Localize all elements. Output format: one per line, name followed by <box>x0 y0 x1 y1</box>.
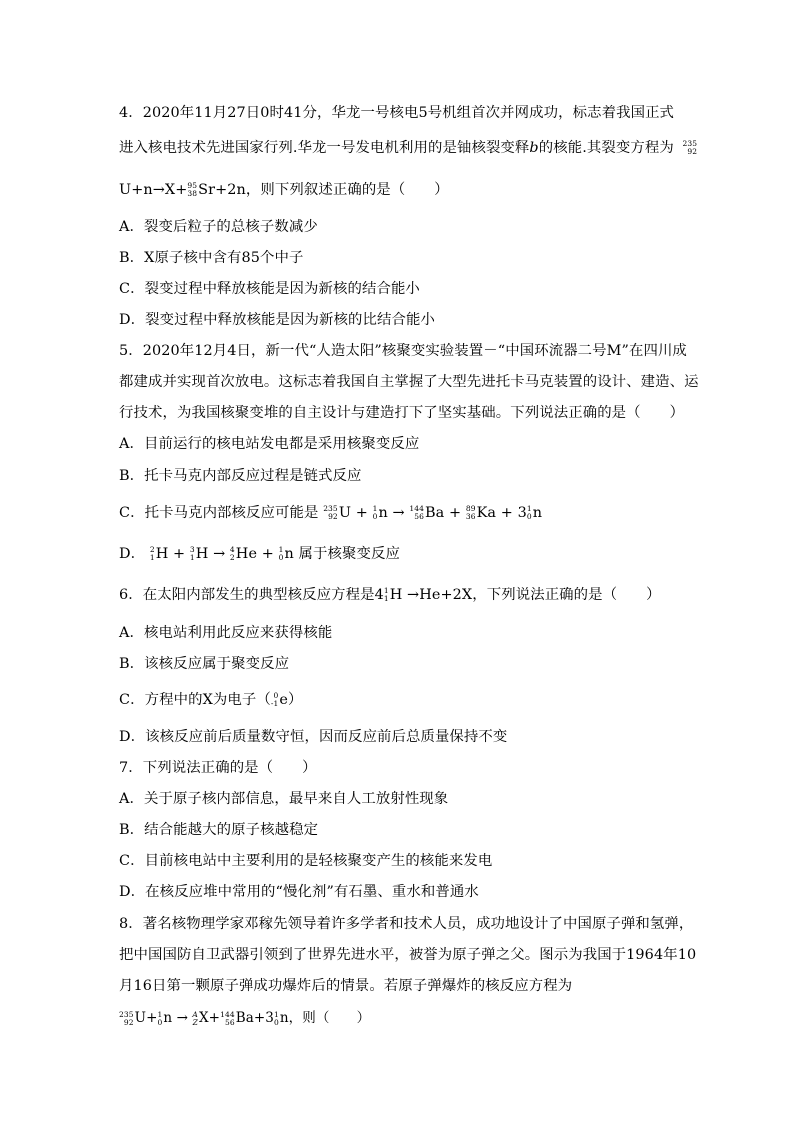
nuclide-symbol: X <box>198 1010 209 1026</box>
nuclide-symbol: U <box>338 505 352 521</box>
q6-option-a: A．核电站利用此反应来获得核能 <box>119 625 333 641</box>
q8-stem-line2: 把中国国防自卫武器引领到了世界先进水平，被誉为原子弹之父。图示为我国于1964年10 <box>119 947 697 963</box>
q8-stem-tail: ，则（ ） <box>288 1010 371 1026</box>
nuclide-atomic: 0 <box>157 1017 163 1027</box>
q6-option-d: D．该核反应前后质量数守恒，因而反应前后总质量保持不变 <box>119 729 508 745</box>
electron-mass-number: 0 <box>273 691 279 700</box>
q6-option-c <box>119 690 303 710</box>
electron-charge-number: -1 <box>270 699 279 708</box>
q4-option-a: A．裂变后粒子的总核子数减少 <box>119 219 318 235</box>
q5-stem-line2: 都建成并实现首次放电。这标志着我国自主掌握了大型先进托卡马克装置的设计、建造、运 <box>119 374 699 390</box>
nuclide-mass: 4 <box>229 545 235 554</box>
q7-option-d: D．在核反应堆中常用的“慢化剂”有石墨、重水和普通水 <box>119 884 479 900</box>
nuclide-symbol: H <box>195 546 209 562</box>
nuclide-mass: 235 <box>323 504 338 513</box>
nuclide-symbol: n <box>279 1010 289 1026</box>
q6-stem-text-b: H →He+2X，下列说法正确的是（ ） <box>389 587 661 603</box>
nuclide-atomic: 0 <box>273 1017 279 1027</box>
nuclide-atomic: 92 <box>328 512 338 521</box>
nuclide-mass: 1 <box>526 504 532 513</box>
q5-option-b: B．托卡马克内部反应过程是链式反应 <box>119 468 362 484</box>
nuclide-atomic: 1 <box>149 553 155 562</box>
nuclide-symbol: Ba <box>235 1010 254 1026</box>
q4-equation-part: U+n→X+ <box>119 182 188 198</box>
q4-option-d: D．裂变过程中释放核能是因为新核的比结合能小 <box>119 312 435 328</box>
q6-option-c-text: C．方程中的X为电子（ <box>119 692 271 708</box>
q4-variable-b: b <box>529 140 539 156</box>
q6-stem-text: 6．在太阳内部发生的典型核反应方程是4 <box>119 587 384 603</box>
q4-sr-atomic-number: 38 <box>187 189 198 198</box>
q4-stem-line2-text-b: 的核能.其裂变方程为 <box>538 140 674 156</box>
q4-stem-line1: 4．2020年11月27日0时41分，华龙一号核电5号机组首次并网成功，标志着我国正式 <box>119 105 675 121</box>
nuclide-symbol: He <box>235 546 258 562</box>
q4-stem-line3-text: Sr+2n，则下列叙述正确的是（ ） <box>198 182 449 198</box>
nuclide-atomic: 1 <box>189 553 195 562</box>
nuclide-atomic: 0 <box>526 512 532 521</box>
nuclide-symbol: Ka <box>476 505 497 521</box>
q4-option-b: B．X原子核中含有85个中子 <box>119 250 304 266</box>
q5-option-d <box>119 544 400 564</box>
reaction-arrow: → <box>387 505 410 521</box>
nuclide-atomic: 2 <box>229 553 235 562</box>
h-mass-number: 1 <box>383 586 389 595</box>
nuclide-mass: 1 <box>273 1009 279 1019</box>
q5-option-c <box>119 503 542 523</box>
q6-option-b: B．该核反应属于聚变反应 <box>119 656 290 672</box>
reaction-arrow: → <box>208 546 230 562</box>
q4-u-mass-number: 235 <box>682 139 698 148</box>
q6-option-c-text-b: e） <box>279 692 303 708</box>
nuclide-symbol: n <box>378 505 388 521</box>
nuclide-symbol: n <box>284 546 294 562</box>
plus-sign: + <box>168 546 190 562</box>
q7-option-a: A．关于原子核内部信息，最早来自人工放射性现象 <box>119 791 449 807</box>
plus-sign: + <box>208 1010 221 1026</box>
nuclide-mass: 144 <box>409 504 424 513</box>
q4-stem-line2 <box>119 138 698 158</box>
nuclide-mass: 1 <box>372 504 378 513</box>
q6-stem <box>119 585 661 605</box>
nuclide-symbol: Ba <box>424 505 445 521</box>
q8-stem-line1: 8．著名核物理学家邓稼先领导着许多学者和技术人员，成功地设计了中国原子弹和氢弹， <box>119 916 694 932</box>
plus-sign: + <box>351 505 373 521</box>
plus-sign: + <box>444 505 466 521</box>
nuclide-mass: 3 <box>189 545 195 554</box>
nuclide-mass: 2 <box>149 545 155 554</box>
reaction-arrow: → <box>172 1010 193 1026</box>
q7-option-b: B．结合能越大的原子核越稳定 <box>119 822 319 838</box>
nuclide-mass: 1 <box>278 545 284 554</box>
plus-sign: +3 <box>253 1010 274 1026</box>
h-atomic-number: 1 <box>383 594 389 603</box>
nuclide-atomic: 0 <box>278 553 284 562</box>
nuclide-symbol: H <box>155 546 169 562</box>
nuclide-atomic: 0 <box>372 512 378 521</box>
q4-sr-mass-number: 95 <box>187 181 198 190</box>
nuclide-mass: 89 <box>465 504 476 513</box>
q4-stem-line3 <box>119 180 449 200</box>
q7-stem: 7．下列说法正确的是（ ） <box>119 760 317 776</box>
nuclide-atomic: 56 <box>414 512 424 521</box>
q5-option-d-label: D． <box>119 546 146 562</box>
q8-equation-line <box>119 1008 370 1028</box>
nuclide-atomic: 36 <box>465 512 476 521</box>
q5-option-a: A．目前运行的核电站发电都是采用核聚变反应 <box>119 436 420 452</box>
q5-option-c-label: C．托卡马克内部核反应可能是 <box>119 505 319 521</box>
q4-option-c: C．裂变过程中释放核能是因为新核的结合能小 <box>119 281 420 297</box>
nuclide-atomic: Z <box>192 1017 198 1027</box>
nuclide-mass: A <box>192 1009 198 1019</box>
plus-sign: + <box>257 546 279 562</box>
q5-stem-line3: 行技术，为我国核聚变堆的自主设计与建造打下了坚实基础。下列说法正确的是（ ） <box>119 405 685 421</box>
nuclide-mass: 1 <box>157 1009 163 1019</box>
nuclide-symbol: n <box>532 505 543 521</box>
q5-option-d-text: 属于核聚变反应 <box>298 546 400 562</box>
nuclide-mass: 235 <box>119 1009 134 1019</box>
nuclide-symbol: U <box>134 1010 147 1026</box>
plus-sign: + 3 <box>496 505 527 521</box>
nuclide-atomic: 92 <box>123 1017 134 1027</box>
q8-stem-line3: 月16日第一颗原子弹成功爆炸后的情景。若原子弹爆炸的核反应方程为 <box>119 978 573 994</box>
q5-stem-line1: 5．2020年12月4日，新一代“人造太阳”核聚变实验装置－“中国环流器二号M”在四川成 <box>119 343 687 359</box>
q5-d-equation <box>150 546 299 562</box>
q4-u-atomic-number: 92 <box>687 147 698 156</box>
q5-c-equation <box>323 505 542 521</box>
nuclide-atomic: 56 <box>224 1017 235 1027</box>
plus-sign: + <box>146 1010 158 1026</box>
nuclide-mass: 144 <box>220 1009 235 1019</box>
nuclide-symbol: n <box>163 1010 173 1026</box>
q7-option-c: C．目前核电站中主要利用的是轻核聚变产生的核能来发电 <box>119 853 493 869</box>
q4-stem-line2-text: 进入核电技术先进国家行列.华龙一号发电机利用的是铀核裂变释 <box>119 140 530 156</box>
